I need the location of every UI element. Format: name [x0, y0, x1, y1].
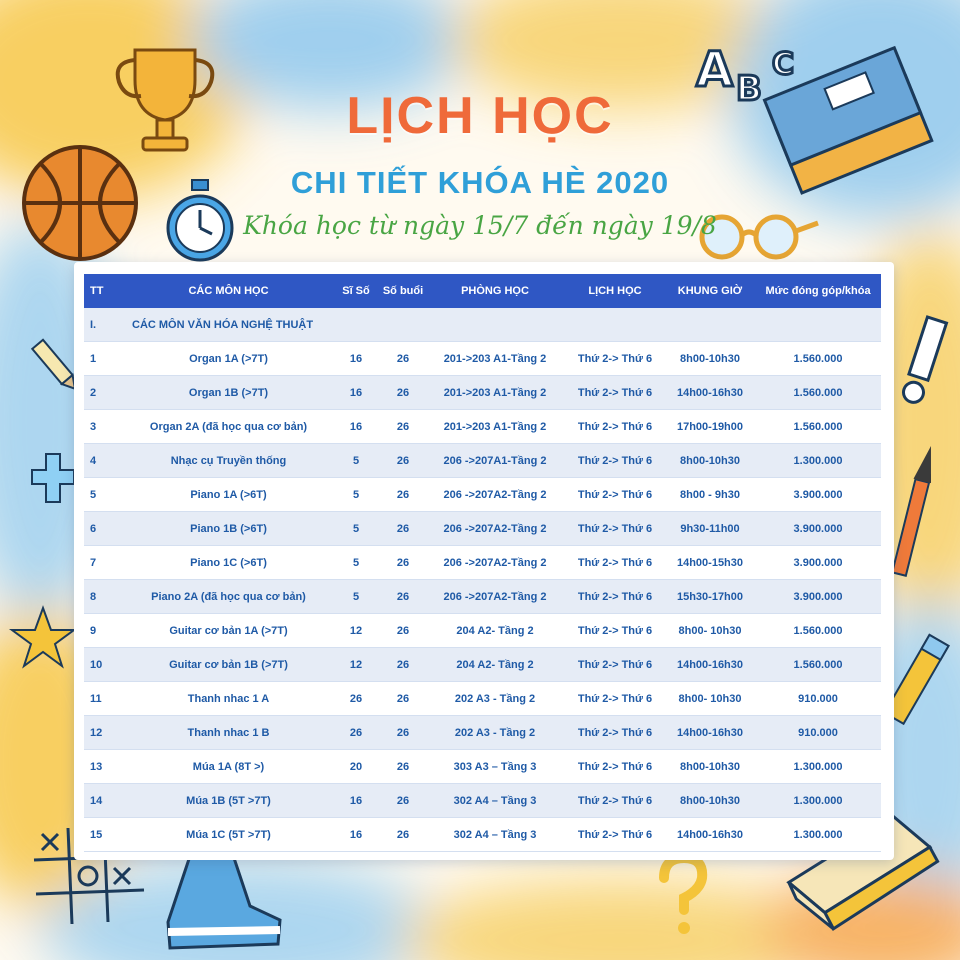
cell-tt: 6	[84, 512, 126, 546]
schedule-card	[74, 262, 894, 860]
col-header-tt: TT	[84, 274, 126, 308]
section-label: CÁC MÔN VĂN HÓA NGHỆ THUẬT	[126, 308, 881, 342]
table-row	[84, 512, 881, 546]
cell-subject: Guitar cơ bản 1A (>7T)	[126, 614, 331, 648]
cell-days: Thứ 2-> Thứ 6	[565, 614, 665, 648]
cell-time: 8h00-10h30	[665, 444, 755, 478]
col-header-time: KHUNG GIỜ	[665, 274, 755, 308]
course-dates: Khóa học từ ngày 15/7 đến ngày 19/8	[243, 211, 717, 240]
cell-days: Thứ 2-> Thứ 6	[565, 648, 665, 682]
cell-tt: 7	[84, 546, 126, 580]
cell-fee: 910.000	[755, 716, 881, 750]
table-row	[84, 784, 881, 818]
question-mark-icon	[652, 850, 712, 940]
cell-size: 12	[331, 614, 381, 648]
cell-sessions: 26	[381, 682, 425, 716]
cell-room: 206 ->207A1-Tầng 2	[425, 444, 565, 478]
cell-room: 201->203 A1-Tầng 2	[425, 342, 565, 376]
pencil-icon	[30, 330, 80, 400]
cell-fee: 1.300.000	[755, 784, 881, 818]
cell-room: 202 A3 - Tầng 2	[425, 682, 565, 716]
cell-tt: 13	[84, 750, 126, 784]
cell-room: 206 ->207A2-Tầng 2	[425, 546, 565, 580]
cell-fee: 3.900.000	[755, 512, 881, 546]
cell-subject: Thanh nhac 1 A	[126, 682, 331, 716]
cell-size: 16	[331, 342, 381, 376]
table-header-row	[84, 274, 881, 308]
cell-time: 9h30-11h00	[665, 512, 755, 546]
cell-room: 201->203 A1-Tầng 2	[425, 410, 565, 444]
cell-size: 16	[331, 784, 381, 818]
cell-subject: Thanh nhac 1 B	[126, 716, 331, 750]
cell-days: Thứ 2-> Thứ 6	[565, 478, 665, 512]
cell-time: 8h00- 10h30	[665, 614, 755, 648]
cell-size: 5	[331, 444, 381, 478]
cell-size: 26	[331, 682, 381, 716]
col-header-size: Sĩ Số	[331, 274, 381, 308]
table-row	[84, 342, 881, 376]
cell-sessions: 26	[381, 410, 425, 444]
cell-fee: 1.300.000	[755, 818, 881, 852]
cell-sessions: 26	[381, 614, 425, 648]
cell-tt: 11	[84, 682, 126, 716]
cell-days: Thứ 2-> Thứ 6	[565, 376, 665, 410]
cell-time: 8h00 - 9h30	[665, 478, 755, 512]
cell-tt: 9	[84, 614, 126, 648]
table-row	[84, 614, 881, 648]
table-row	[84, 648, 881, 682]
basketball-icon	[15, 138, 145, 268]
cell-sessions: 26	[381, 546, 425, 580]
abc-letter-b: B	[736, 69, 762, 109]
cell-fee: 1.560.000	[755, 376, 881, 410]
cell-size: 5	[331, 478, 381, 512]
cell-size: 20	[331, 750, 381, 784]
cell-time: 8h00-10h30	[665, 342, 755, 376]
cell-sessions: 26	[381, 342, 425, 376]
cell-days: Thứ 2-> Thứ 6	[565, 750, 665, 784]
cell-room: 204 A2- Tầng 2	[425, 614, 565, 648]
cell-sessions: 26	[381, 716, 425, 750]
cell-time: 14h00-16h30	[665, 648, 755, 682]
cell-room: 302 A4 – Tầng 3	[425, 784, 565, 818]
cell-size: 16	[331, 376, 381, 410]
plus-icon	[28, 448, 78, 508]
cell-room: 206 ->207A2-Tầng 2	[425, 478, 565, 512]
page-title: LỊCH HỌC	[346, 87, 614, 145]
table-row	[84, 580, 881, 614]
cell-subject: Múa 1C (5T >7T)	[126, 818, 331, 852]
cell-room: 201->203 A1-Tầng 2	[425, 376, 565, 410]
cell-tt: 10	[84, 648, 126, 682]
table-row	[84, 478, 881, 512]
cell-time: 15h30-17h00	[665, 580, 755, 614]
cell-size: 16	[331, 818, 381, 852]
cell-tt: 8	[84, 580, 126, 614]
cell-size: 5	[331, 580, 381, 614]
cell-days: Thứ 2-> Thứ 6	[565, 410, 665, 444]
cell-room: 202 A3 - Tầng 2	[425, 716, 565, 750]
cell-subject: Piano 1B (>6T)	[126, 512, 331, 546]
cell-sessions: 26	[381, 478, 425, 512]
cell-time: 8h00-10h30	[665, 784, 755, 818]
cell-tt: 15	[84, 818, 126, 852]
cell-time: 14h00-16h30	[665, 376, 755, 410]
cell-sessions: 26	[381, 512, 425, 546]
cell-days: Thứ 2-> Thứ 6	[565, 546, 665, 580]
cell-tt: 2	[84, 376, 126, 410]
cell-subject: Guitar cơ bản 1B (>7T)	[126, 648, 331, 682]
cell-subject: Organ 2A (đã học qua cơ bản)	[126, 410, 331, 444]
cell-size: 12	[331, 648, 381, 682]
table-row	[84, 716, 881, 750]
cell-time: 14h00-16h30	[665, 818, 755, 852]
cell-tt: 5	[84, 478, 126, 512]
table-row	[84, 818, 881, 852]
col-header-sessions: Số buổi	[381, 274, 425, 308]
crayon-icon	[884, 615, 954, 735]
cell-fee: 1.300.000	[755, 444, 881, 478]
cell-fee: 3.900.000	[755, 580, 881, 614]
cell-days: Thứ 2-> Thứ 6	[565, 580, 665, 614]
cell-sessions: 26	[381, 818, 425, 852]
table-row	[84, 546, 881, 580]
exclamation-icon	[894, 310, 954, 410]
cell-days: Thứ 2-> Thứ 6	[565, 444, 665, 478]
table-row	[84, 750, 881, 784]
abc-letter-a: A	[696, 42, 734, 98]
cell-subject: Nhạc cụ Truyền thống	[126, 444, 331, 478]
abc-letter-c: C	[772, 47, 795, 82]
cell-room: 204 A2- Tầng 2	[425, 648, 565, 682]
cell-subject: Múa 1B (5T >7T)	[126, 784, 331, 818]
cell-days: Thứ 2-> Thứ 6	[565, 784, 665, 818]
star-icon	[8, 600, 78, 690]
table-row	[84, 376, 881, 410]
cell-fee: 1.300.000	[755, 750, 881, 784]
cell-tt: 1	[84, 342, 126, 376]
cell-size: 5	[331, 546, 381, 580]
cell-sessions: 26	[381, 444, 425, 478]
cell-tt: 12	[84, 716, 126, 750]
cell-days: Thứ 2-> Thứ 6	[565, 818, 665, 852]
cell-subject: Piano 1C (>6T)	[126, 546, 331, 580]
cell-sessions: 26	[381, 750, 425, 784]
cell-fee: 910.000	[755, 682, 881, 716]
cell-days: Thứ 2-> Thứ 6	[565, 342, 665, 376]
cell-room: 303 A3 – Tầng 3	[425, 750, 565, 784]
section-index: I.	[84, 308, 126, 342]
cell-fee: 1.560.000	[755, 614, 881, 648]
cell-fee: 3.900.000	[755, 478, 881, 512]
table-row	[84, 444, 881, 478]
cell-time: 8h00-10h30	[665, 750, 755, 784]
cell-room: 206 ->207A2-Tầng 2	[425, 580, 565, 614]
cell-subject: Piano 2A (đã học qua cơ bản)	[126, 580, 331, 614]
cell-subject: Organ 1A (>7T)	[126, 342, 331, 376]
cell-time: 14h00-15h30	[665, 546, 755, 580]
cell-size: 16	[331, 410, 381, 444]
cell-days: Thứ 2-> Thứ 6	[565, 512, 665, 546]
cell-size: 26	[331, 716, 381, 750]
cell-time: 14h00-16h30	[665, 716, 755, 750]
col-header-days: LỊCH HỌC	[565, 274, 665, 308]
cell-days: Thứ 2-> Thứ 6	[565, 716, 665, 750]
table-row	[84, 682, 881, 716]
cell-tt: 14	[84, 784, 126, 818]
cell-size: 5	[331, 512, 381, 546]
cell-sessions: 26	[381, 376, 425, 410]
col-header-room: PHÒNG HỌC	[425, 274, 565, 308]
cell-subject: Múa 1A (8T >)	[126, 750, 331, 784]
schedule-table	[84, 274, 881, 852]
cell-sessions: 26	[381, 580, 425, 614]
cell-fee: 1.560.000	[755, 410, 881, 444]
table-row	[84, 410, 881, 444]
cell-fee: 1.560.000	[755, 342, 881, 376]
cell-room: 206 ->207A2-Tầng 2	[425, 512, 565, 546]
cell-days: Thứ 2-> Thứ 6	[565, 682, 665, 716]
cell-fee: 1.560.000	[755, 648, 881, 682]
cell-subject: Piano 1A (>6T)	[126, 478, 331, 512]
cell-subject: Organ 1B (>7T)	[126, 376, 331, 410]
cell-time: 8h00- 10h30	[665, 682, 755, 716]
col-header-subject: CÁC MÔN HỌC	[126, 274, 331, 308]
cell-tt: 3	[84, 410, 126, 444]
cell-tt: 4	[84, 444, 126, 478]
cell-fee: 3.900.000	[755, 546, 881, 580]
section-row	[84, 308, 881, 342]
cell-time: 17h00-19h00	[665, 410, 755, 444]
page-subtitle: CHI TIẾT KHÓA HÈ 2020	[290, 165, 670, 200]
cell-sessions: 26	[381, 648, 425, 682]
col-header-fee: Mức đóng góp/khóa	[755, 274, 881, 308]
cell-sessions: 26	[381, 784, 425, 818]
cell-room: 302 A4 – Tầng 3	[425, 818, 565, 852]
